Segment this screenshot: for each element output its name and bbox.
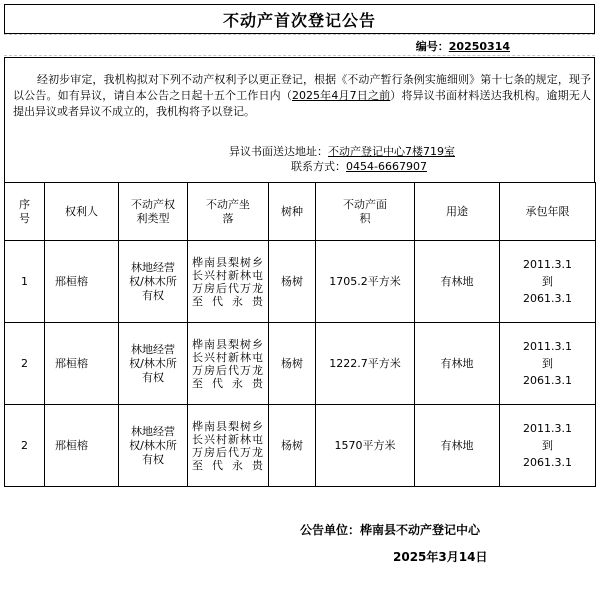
row-owner: 邢桓榕 <box>45 323 119 405</box>
notice-text-1: 经初步审定，我机构拟对下列不动产权利予以更正登记，根据《不动产暂行条例实施细则》第十七条的规定，现予以公告。如有异议，请自本公告之日起十五个工作日内（ <box>13 73 591 102</box>
row-term <box>500 323 596 405</box>
term-start: 2011.3.1 <box>523 422 572 435</box>
term-end: 2061.3.1 <box>523 374 572 387</box>
row-location: 桦南县梨树乡长兴村新林屯万房后代万龙至代永贵 <box>188 241 269 323</box>
contact-phone-label: 联系方式： <box>291 160 346 173</box>
row-term <box>500 405 596 487</box>
notice-deadline: 2025年4月7日之前 <box>292 89 391 102</box>
contact-phone <box>291 158 427 174</box>
row-area: 1705.2平方米 <box>316 241 415 323</box>
row-right-type: 林地经营权/林木所有权 <box>119 323 188 405</box>
table-row <box>5 323 596 405</box>
row-location: 桦南县梨树乡长兴村新林屯万房后代万龙至代永贵 <box>188 323 269 405</box>
term-start: 2011.3.1 <box>523 340 572 353</box>
contact-phone-value: 0454-6667907 <box>346 160 427 173</box>
row-no: 1 <box>5 241 45 323</box>
footer-date: 2025年3月14日 <box>393 550 488 564</box>
table-row <box>5 405 596 487</box>
objection-address-label: 异议书面送达地址： <box>229 145 328 158</box>
notice-box <box>4 57 595 182</box>
header-owner: 权利人 <box>45 183 119 241</box>
notice-body <box>13 72 591 120</box>
notice-text-2: ）将异议书面材料送达我机构。逾期无人提出异议或者异议不成立的，我机构将予以登记。 <box>13 89 592 118</box>
row-area: 1570平方米 <box>316 405 415 487</box>
header-term: 承包年限 <box>500 183 596 241</box>
table-header-row <box>5 183 596 241</box>
footer-unit-value: 桦南县不动产登记中心 <box>360 523 481 537</box>
term-end: 2061.3.1 <box>523 292 572 305</box>
row-location: 桦南县梨树乡长兴村新林屯万房后代万龙至代永贵 <box>188 405 269 487</box>
term-end: 2061.3.1 <box>523 456 572 469</box>
row-right-type: 林地经营权/林木所有权 <box>119 241 188 323</box>
term-start: 2011.3.1 <box>523 258 572 271</box>
term-to: 到 <box>542 275 553 288</box>
term-to: 到 <box>542 439 553 452</box>
objection-address <box>229 143 455 159</box>
doc-number-label: 编号： <box>415 40 449 53</box>
grid-line <box>4 55 595 56</box>
row-species: 杨树 <box>269 405 316 487</box>
row-owner: 邢桓榕 <box>45 405 119 487</box>
objection-address-value: 不动产登记中心7楼719室 <box>328 145 455 158</box>
row-species: 杨树 <box>269 241 316 323</box>
row-owner: 邢桓榕 <box>45 241 119 323</box>
row-species: 杨树 <box>269 323 316 405</box>
header-no: 序号 <box>5 183 45 241</box>
header-species: 树种 <box>269 183 316 241</box>
row-term <box>500 241 596 323</box>
property-table <box>4 182 596 487</box>
header-usage: 用途 <box>415 183 500 241</box>
row-area: 1222.7平方米 <box>316 323 415 405</box>
doc-number <box>416 38 510 54</box>
footer-unit-label: 公告单位： <box>300 523 361 537</box>
row-usage: 有林地 <box>415 323 500 405</box>
row-no: 2 <box>5 405 45 487</box>
header-location: 不动产坐落 <box>188 183 269 241</box>
doc-number-value: 20250314 <box>448 40 510 53</box>
notice-title: 不动产首次登记公告 <box>4 4 595 34</box>
footer-unit <box>300 521 480 538</box>
header-area: 不动产面积 <box>316 183 415 241</box>
row-usage: 有林地 <box>415 241 500 323</box>
grid-line <box>4 34 595 35</box>
table-row <box>5 241 596 323</box>
row-right-type: 林地经营权/林木所有权 <box>119 405 188 487</box>
term-to: 到 <box>542 357 553 370</box>
row-usage: 有林地 <box>415 405 500 487</box>
header-right-type: 不动产权利类型 <box>119 183 188 241</box>
row-no: 2 <box>5 323 45 405</box>
